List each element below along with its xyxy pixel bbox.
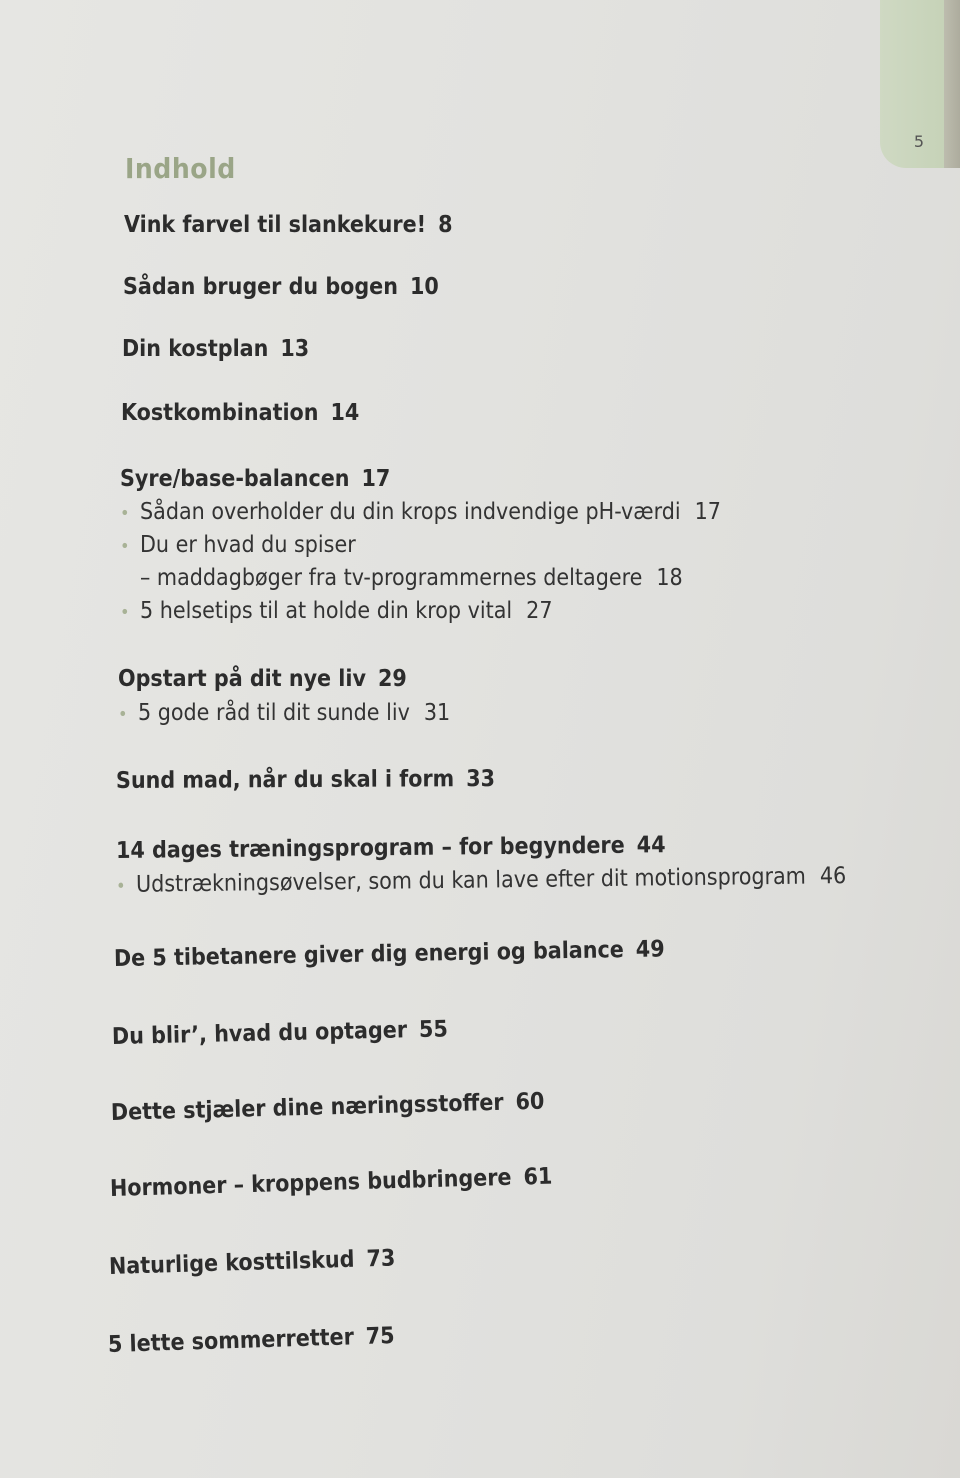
- toc-entry: [118, 666, 407, 692]
- toc-entry-title: Syre/base-balancen: [120, 466, 350, 492]
- toc-entry-title: Dette stjæler dine næringsstoffer: [110, 1089, 504, 1126]
- toc-subentry-title: 5 helsetips til at holde din krop vital: [140, 598, 513, 624]
- toc-entry-page: 14: [330, 400, 360, 426]
- page-number: 5: [913, 132, 924, 151]
- toc-entry-page: 29: [377, 666, 407, 692]
- toc-entry-page: 61: [523, 1163, 553, 1191]
- toc-entry: [122, 336, 309, 362]
- toc-subentry-page: 27: [526, 598, 553, 624]
- toc-entry: [120, 466, 390, 492]
- toc-entry-title: Naturlige kosttilskud: [108, 1246, 355, 1280]
- toc-entry-title: Sund mad, når du skal i form: [115, 766, 455, 794]
- toc-subentry: [120, 499, 721, 525]
- toc-entry-title: 14 dages træningsprogram – for begyndere: [115, 832, 625, 864]
- toc-entry: [112, 1016, 448, 1050]
- toc-subentry-title: – maddagbøger fra tv-programmernes deltagere: [140, 565, 643, 591]
- toc-entry: [110, 1164, 553, 1202]
- toc-entry: [121, 400, 359, 426]
- toc-entry-title: De 5 tibetanere giver dig energi og balance: [113, 937, 625, 972]
- bullet-icon: •: [120, 536, 130, 557]
- toc-entry: [123, 274, 439, 300]
- bullet-icon: •: [115, 875, 126, 897]
- toc-subentry-page: 17: [694, 499, 721, 525]
- toc-entry-title: 5 lette sommerretter: [107, 1324, 355, 1358]
- toc-subentry-title: Du er hvad du spiser: [140, 532, 356, 558]
- toc-entry-title: Vink farvel til slankekure!: [124, 212, 427, 238]
- toc-subentry: [118, 700, 450, 726]
- toc-entry-title: Hormoner – kroppens budbringere: [109, 1164, 512, 1202]
- toc-subentry: [116, 863, 847, 898]
- bullet-icon: •: [120, 503, 130, 524]
- toc-entry-page: 10: [409, 274, 439, 300]
- toc-entry: [116, 766, 495, 794]
- toc-subentry-title: Sådan overholder du din krops indvendige pH-værdi: [140, 499, 681, 525]
- toc-entry-page: 33: [466, 766, 496, 793]
- toc-entry-page: 55: [418, 1016, 449, 1044]
- toc-entry-page: 60: [515, 1088, 545, 1116]
- toc-entry: [108, 1323, 395, 1358]
- toc-subentry-title: Udstrækningsøvelser, som du kan lave efter dit motionsprogram: [135, 863, 807, 898]
- toc-entry-title: Du blir’, hvad du optager: [111, 1017, 408, 1050]
- bullet-icon: •: [120, 602, 130, 623]
- toc-entry-title: Opstart på dit nye liv: [118, 666, 366, 692]
- toc-subentry: [120, 532, 356, 558]
- toc-entry: [116, 832, 666, 864]
- toc-entry-page: 75: [365, 1322, 396, 1350]
- toc-entry-page: 73: [366, 1245, 396, 1273]
- toc-heading: Indhold: [125, 152, 236, 185]
- toc-entry-title: Kostkombination: [121, 400, 319, 426]
- toc-entry: [124, 212, 452, 238]
- toc-entry: [114, 936, 665, 972]
- toc-entry-page: 17: [361, 466, 391, 492]
- toc-entry: [109, 1246, 396, 1280]
- toc-entry-page: 49: [635, 936, 665, 963]
- toc-entry-title: Sådan bruger du bogen: [123, 274, 398, 300]
- toc-entry: [111, 1089, 545, 1126]
- toc-subentry-continuation: [120, 565, 683, 591]
- toc-subentry-page: 46: [819, 863, 847, 890]
- toc-entry-title: Din kostplan: [122, 336, 269, 362]
- toc-entry-page: 13: [280, 336, 310, 362]
- toc-subentry-title: 5 gode råd til dit sunde liv: [138, 700, 410, 726]
- toc-subentry-page: 31: [423, 700, 451, 726]
- toc-entry-page: 8: [438, 212, 453, 238]
- toc-subentry-page: 18: [656, 565, 683, 591]
- toc-entry-page: 44: [636, 832, 666, 859]
- page-edge-shadow: [944, 0, 960, 168]
- toc-subentry: [120, 598, 552, 624]
- bullet-icon: •: [118, 704, 128, 725]
